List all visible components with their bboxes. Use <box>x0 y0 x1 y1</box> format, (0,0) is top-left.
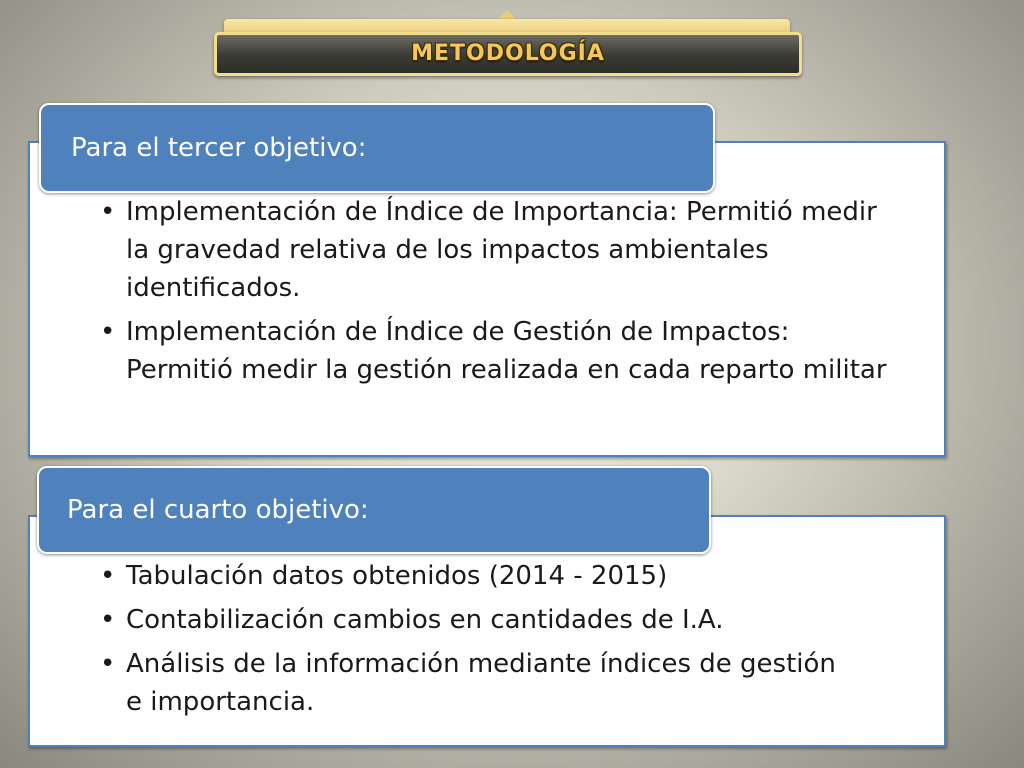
bullet-dot-icon: • <box>100 605 116 635</box>
bullet-dot-icon: • <box>100 197 116 227</box>
list-item <box>100 313 890 389</box>
section-heading-fourth-objective <box>37 466 711 554</box>
section-heading-label: Para el tercer objetivo: <box>71 133 367 163</box>
section-heading-third-objective <box>39 103 715 193</box>
bullet-list-third-objective <box>100 193 890 395</box>
bullet-dot-icon: • <box>100 649 116 679</box>
list-item-text: Contabilización cambios en cantidades de I.A. <box>126 605 724 635</box>
bullet-dot-icon: • <box>100 561 116 591</box>
list-item <box>100 601 840 639</box>
list-item-text: Implementación de Índice de Importancia: Permitió medir la gravedad relativa de los impactos ambientales identificados. <box>126 197 877 303</box>
list-item <box>100 645 840 721</box>
bullet-dot-icon: • <box>100 317 116 347</box>
section-heading-label: Para el cuarto objetivo: <box>67 495 369 525</box>
list-item-text: Implementación de Índice de Gestión de Impactos: Permitió medir la gestión realizada en cada reparto militar <box>126 317 887 385</box>
page-title: METODOLOGÍA <box>411 40 605 66</box>
banner-front-plate <box>214 32 802 76</box>
list-item-text: Análisis de la información mediante índices de gestión e importancia. <box>126 649 836 717</box>
title-banner <box>214 10 802 78</box>
list-item-text: Tabulación datos obtenidos (2014 - 2015) <box>126 561 668 591</box>
bullet-list-fourth-objective <box>100 557 840 727</box>
list-item <box>100 557 840 595</box>
list-item <box>100 193 890 307</box>
